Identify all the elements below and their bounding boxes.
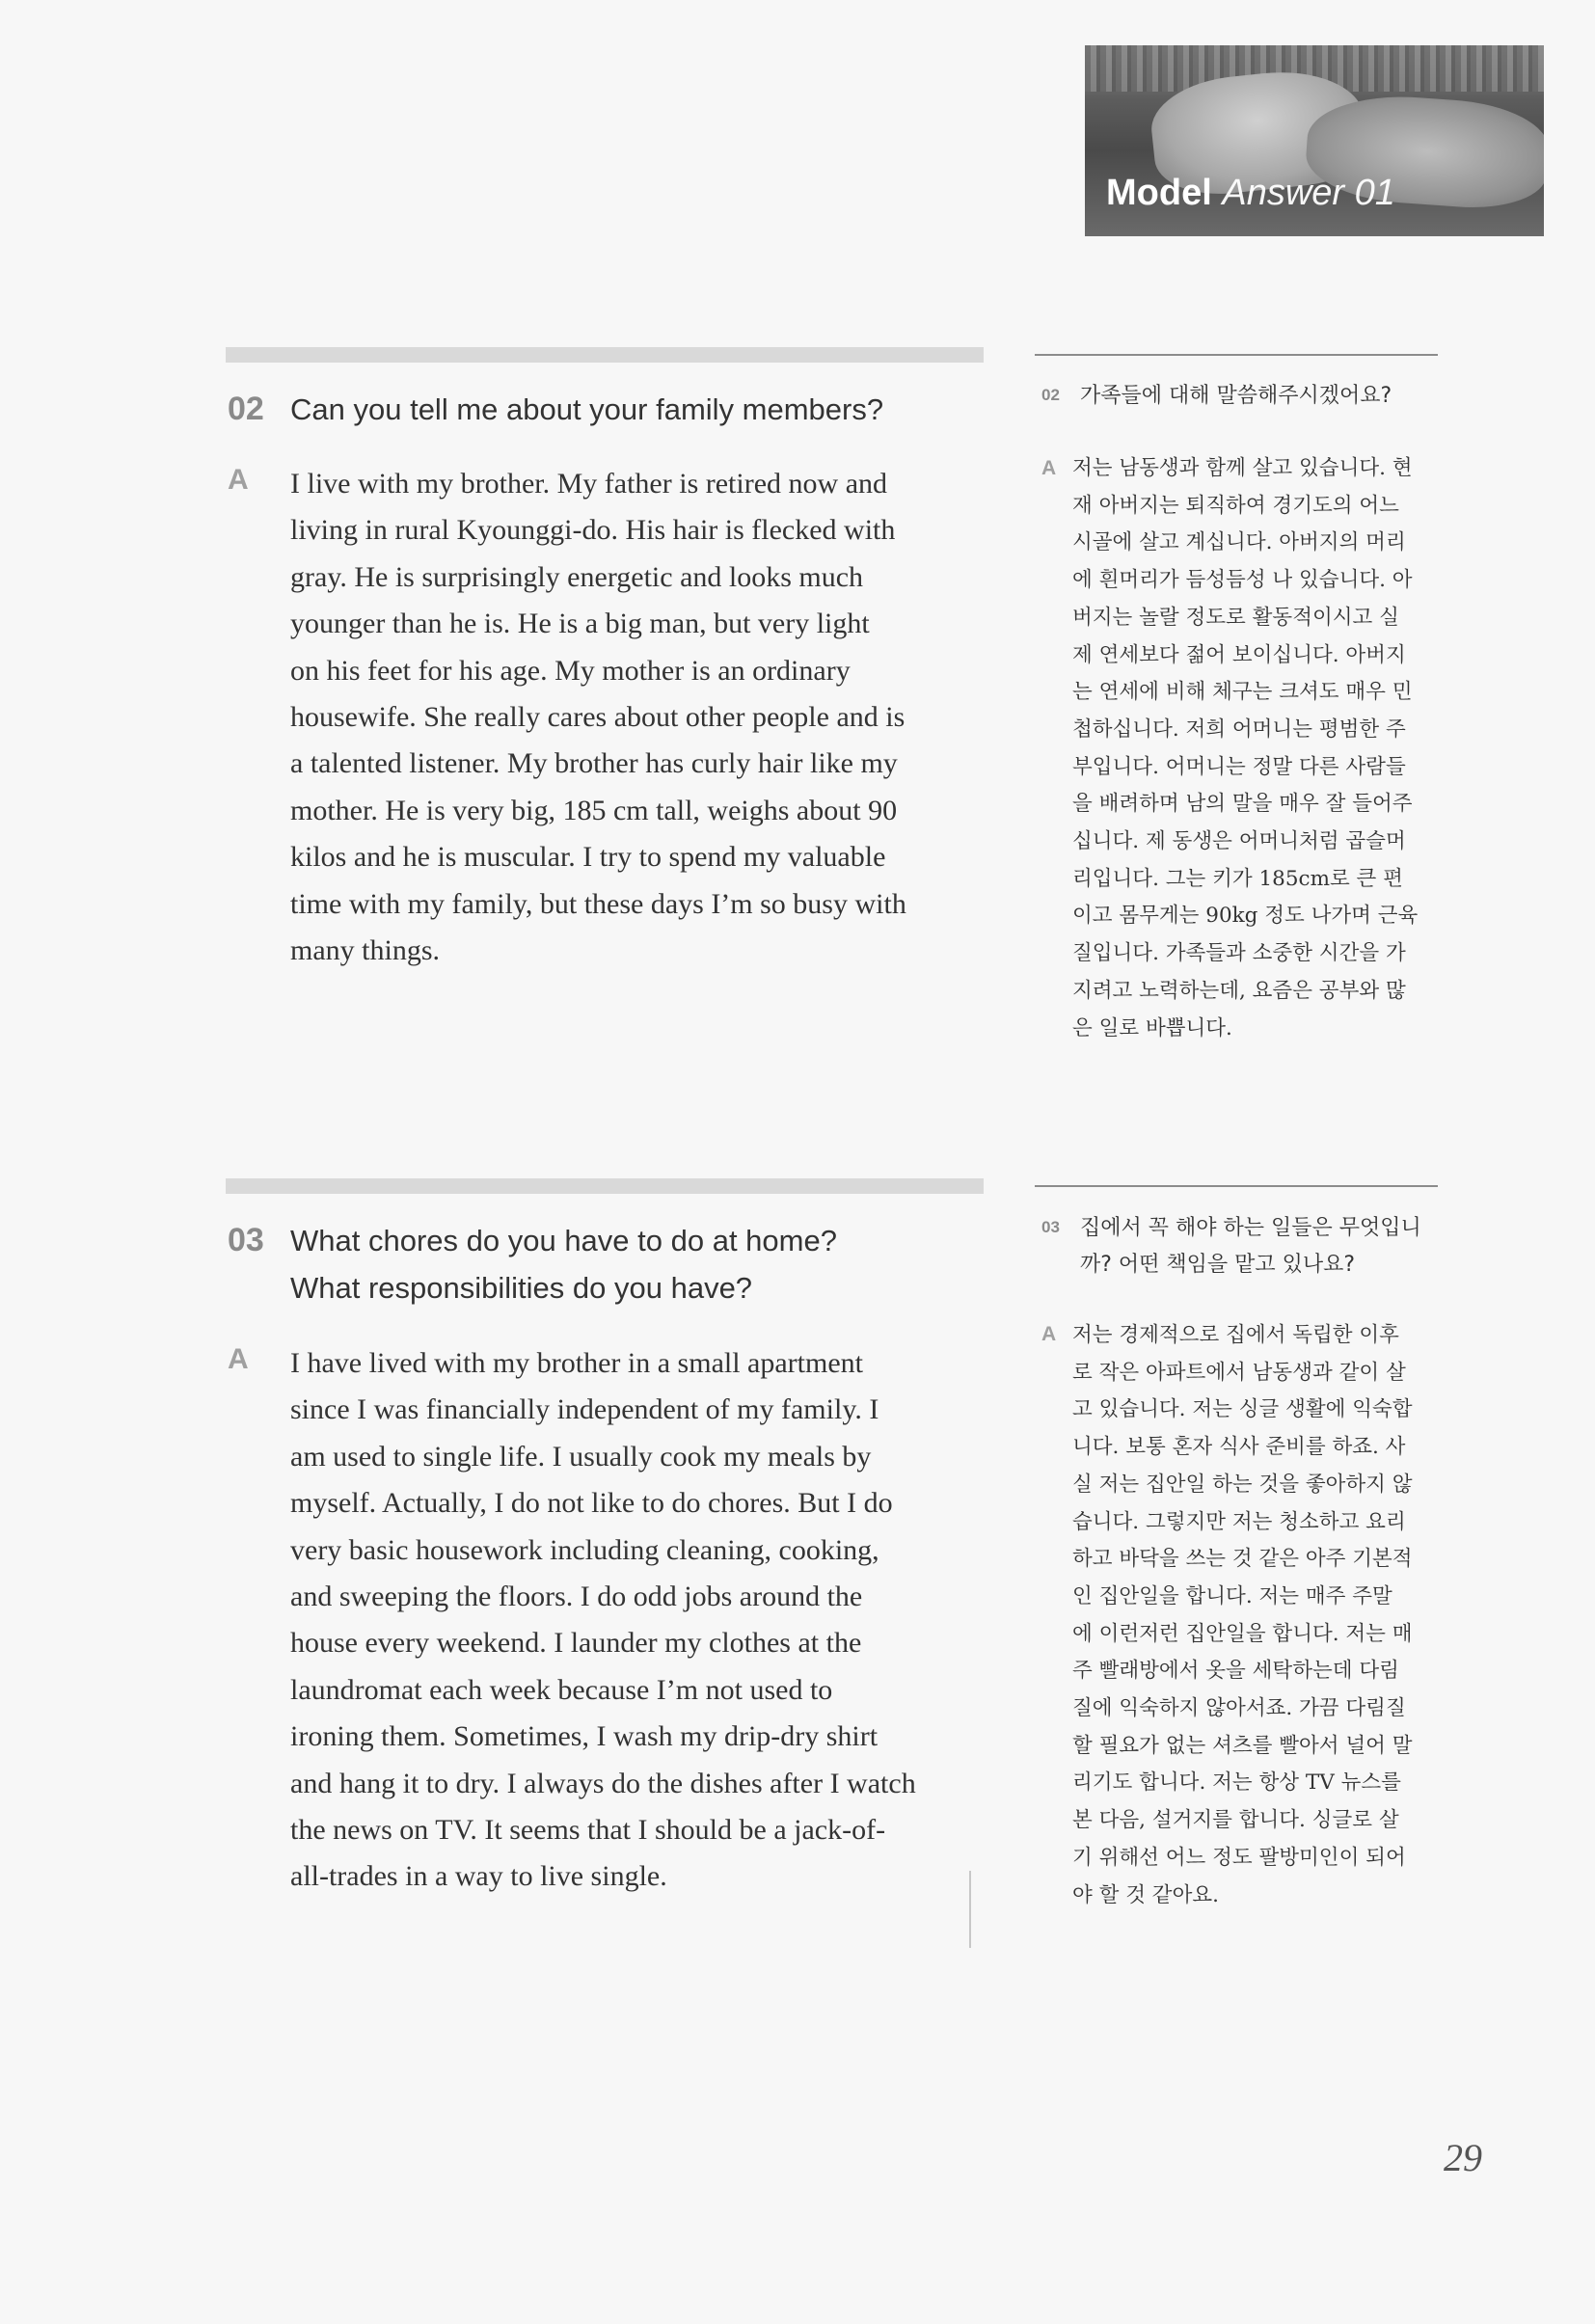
answer-text (290, 1340, 916, 1901)
korean-answer-line: 습니다. 그렇지만 저는 청소하고 요리 (1072, 1509, 1406, 1534)
korean-answer-line: 야 할 것 같아요. (1072, 1882, 1219, 1907)
answer-line: on his feet for his age. My mother is an ordinary (290, 654, 851, 687)
korean-answer-text (1072, 1317, 1413, 1914)
question-text (290, 1217, 837, 1311)
korean-answer-line: 고 있습니다. 저는 싱글 생활에 익숙합 (1072, 1397, 1413, 1422)
korean-answer-line: 인 집안일을 합니다. 저는 매주 주말 (1072, 1583, 1392, 1608)
answer-line: I have lived with my brother in a small apartment (290, 1347, 863, 1379)
question-line: What chores do you have to do at home? (290, 1224, 837, 1257)
korean-answer-line: 기 위해선 어느 정도 팔방미인이 되어 (1072, 1845, 1406, 1870)
korean-question-line: 까? 어떤 책임을 맡고 있나요? (1080, 1253, 1356, 1277)
section-divider-rule (1035, 1185, 1438, 1187)
korean-answer-line: 하고 바닥을 쓰는 것 같은 아주 기본적 (1072, 1547, 1413, 1572)
korean-answer-marker: A (1041, 1323, 1057, 1345)
korean-answer-line: 니다. 보통 혼자 식사 준비를 하죠. 사 (1072, 1435, 1406, 1460)
section-divider-bar (226, 1178, 984, 1194)
header-photo-banner (1085, 45, 1544, 236)
question-line: Can you tell me about your family members? (290, 392, 884, 426)
korean-answer-line: 첩하십니다. 저희 어머니는 평범한 주 (1072, 716, 1406, 742)
korean-question-number: 03 (1041, 1218, 1060, 1236)
korean-answer-line: 은 일로 바쁩니다. (1072, 1015, 1232, 1040)
korean-answer-line: 을 배려하며 남의 말을 매우 잘 들어주 (1072, 792, 1413, 817)
korean-answer-line: 주 빨래방에서 옷을 세탁하는데 다림 (1072, 1659, 1399, 1684)
korean-answer-line: 제 연세보다 젊어 보이십니다. 아버지 (1072, 642, 1406, 667)
korean-answer-line: 로 작은 아파트에서 남동생과 같이 살 (1072, 1360, 1406, 1385)
answer-line: house every weekend. I launder my clothes at the (290, 1627, 862, 1660)
answer-line: laundromat each week because I’m not used to (290, 1673, 833, 1706)
korean-question-line: 가족들에 대해 말씀해주시겠어요? (1080, 384, 1392, 408)
korean-answer-line: 버지는 놀랄 정도로 활동적이시고 실 (1072, 605, 1399, 630)
korean-answer-line: 지려고 노력하는데, 요즘은 공부와 많 (1072, 978, 1406, 1003)
korean-answer-line: 본 다음, 설거지를 합니다. 싱글로 살 (1072, 1808, 1399, 1833)
answer-line: living in rural Kyounggi-do. His hair is flecked with (290, 514, 896, 547)
answer-line: housewife. She really cares about other people and is (290, 701, 906, 734)
korean-answer-marker: A (1041, 457, 1057, 479)
page-number: 29 (1444, 2136, 1482, 2179)
korean-answer-line: 십니다. 제 동생은 어머니처럼 곱슬머 (1072, 829, 1406, 854)
question-number: 02 (228, 391, 264, 427)
korean-answer-line: 리입니다. 그는 키가 185cm로 큰 편 (1072, 866, 1403, 891)
korean-answer-line: 는 연세에 비해 체구는 크셔도 매우 민 (1072, 680, 1413, 705)
answer-line: since I was financially independent of my family. I (290, 1393, 879, 1426)
korean-answer-line: 실 저는 집안일 하는 것을 좋아하지 않 (1072, 1472, 1413, 1497)
korean-answer-line: 시골에 살고 계십니다. 아버지의 머리 (1072, 530, 1406, 555)
korean-question-line: 집에서 꼭 해야 하는 일들은 무엇입니 (1080, 1216, 1421, 1240)
answer-line: kilos and he is muscular. I try to spend my valuable (290, 841, 886, 874)
answer-line: very basic housework including cleaning, cooking, (290, 1533, 879, 1566)
answer-line: myself. Actually, I do not like to do chores. But I do (290, 1487, 893, 1520)
answer-marker: A (228, 464, 249, 496)
korean-answer-line: 할 필요가 없는 셔츠를 빨아서 널어 말 (1072, 1733, 1413, 1758)
korean-answer-text (1072, 450, 1418, 1047)
margin-line (969, 1871, 971, 1948)
question-text (290, 386, 883, 433)
answer-line: and sweeping the floors. I do odd jobs around the (290, 1581, 863, 1613)
section-divider-bar (226, 347, 984, 363)
answer-text (290, 461, 906, 974)
question-line: What responsibilities do you have? (290, 1271, 753, 1305)
korean-question-number: 02 (1041, 386, 1060, 404)
korean-answer-line: 재 아버지는 퇴직하여 경기도의 어느 (1072, 493, 1399, 518)
answer-line: younger than he is. He is a big man, but very light (290, 608, 870, 640)
korean-question-text (1080, 378, 1392, 415)
korean-question-text (1080, 1210, 1421, 1284)
section-divider-rule (1035, 354, 1438, 356)
korean-answer-line: 저는 남동생과 함께 살고 있습니다. 현 (1072, 456, 1413, 480)
korean-answer-line: 부입니다. 어머니는 정말 다른 사람들 (1072, 754, 1406, 779)
answer-line: a talented listener. My brother has curly hair like my (290, 747, 898, 780)
answer-line: many things. (290, 934, 440, 967)
answer-line: mother. He is very big, 185 cm tall, weighs about 90 (290, 794, 898, 826)
korean-answer-line: 리기도 합니다. 저는 항상 TV 뉴스를 (1072, 1770, 1401, 1796)
answer-marker: A (228, 1343, 249, 1375)
answer-line: all-trades in a way to live single. (290, 1860, 667, 1893)
korean-answer-line: 에 이런저런 집안일을 합니다. 저는 매 (1072, 1621, 1413, 1646)
korean-answer-line: 에 흰머리가 듬성듬성 나 있습니다. 아 (1072, 568, 1413, 593)
answer-line: ironing them. Sometimes, I wash my drip-dry shirt (290, 1720, 879, 1753)
model-answer-title: Model Answer 01 (1106, 173, 1395, 213)
answer-line: am used to single life. I usually cook my meals by (290, 1440, 872, 1473)
question-number: 03 (228, 1222, 264, 1258)
answer-line: gray. He is surprisingly energetic and looks much (290, 560, 864, 593)
korean-answer-line: 질입니다. 가족들과 소중한 시간을 가 (1072, 941, 1406, 966)
korean-answer-line: 저는 경제적으로 집에서 독립한 이후 (1072, 1323, 1399, 1347)
answer-line: time with my family, but these days I’m so busy with (290, 887, 906, 920)
answer-line: I live with my brother. My father is retired now and (290, 468, 888, 500)
korean-answer-line: 이고 몸무게는 90kg 정도 나가며 근육 (1072, 904, 1419, 929)
korean-answer-line: 질에 익숙하지 않아서죠. 가끔 다림질 (1072, 1696, 1406, 1721)
answer-line: the news on TV. It seems that I should be a jack-of- (290, 1814, 886, 1847)
answer-line: and hang it to dry. I always do the dishes after I watch (290, 1767, 916, 1799)
